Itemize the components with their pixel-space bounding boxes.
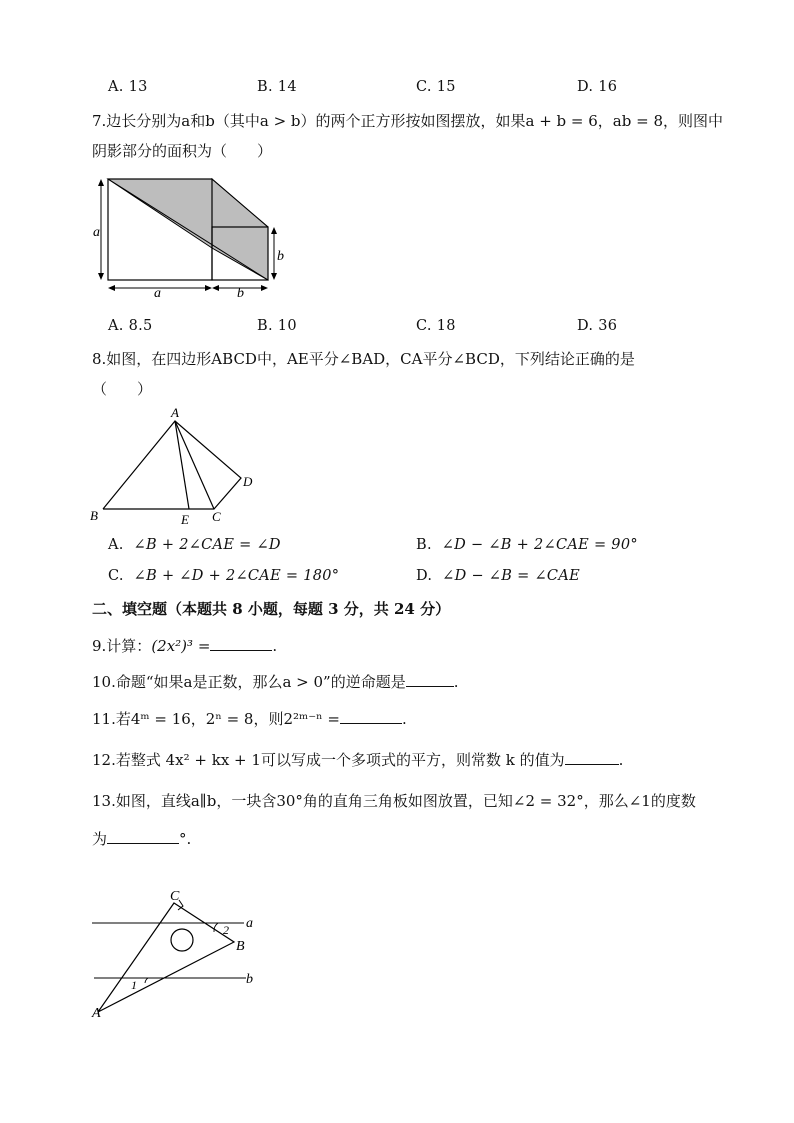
q7-option-b: B. 10	[257, 318, 297, 334]
q7-shaded-right	[212, 179, 268, 280]
q6-option-b: B. 14	[257, 79, 297, 95]
q13-label-c: C	[170, 889, 180, 904]
q9-answer-blank[interactable]	[210, 636, 272, 651]
q8-option-b: B. ∠D − ∠B + 2∠CAE = 90°	[416, 537, 638, 553]
q8-label-a: A	[171, 405, 179, 420]
q7-arrowhead	[205, 285, 212, 291]
q13-triangle	[98, 903, 234, 1012]
q7-stem-line2: 阴影部分的面积为（ ）	[92, 142, 273, 160]
q8-option-d: D. ∠D − ∠B = ∠CAE	[416, 568, 580, 584]
section-title-fill-in: 二、填空题（本题共 8 小题，每题 3 分，共 24 分）	[92, 600, 451, 618]
q8-label-d: D	[243, 474, 253, 489]
q7-arrowhead	[108, 285, 115, 291]
q8-quadrilateral	[103, 421, 241, 509]
q7-arrowhead	[98, 273, 104, 280]
q13-label-b-vertex: B	[236, 939, 245, 954]
q7-label-a-side: a	[93, 225, 100, 240]
q13-label-angle-1: 1	[131, 978, 137, 992]
q8-label-e: E	[181, 512, 189, 526]
q7-label-a-bottom: a	[154, 286, 161, 300]
q12-stem: 12.若整式 4x² + kx + 1可以写成一个多项式的平方，则常数 k 的值为 .	[92, 751, 624, 769]
q10-stem: 10.命题“如果a是正数，那么a > 0”的逆命题是 .	[92, 673, 459, 691]
q7-option-d: D. 36	[577, 318, 618, 334]
q7-option-c: C. 18	[416, 318, 456, 334]
q8-stem-line2: （ ）	[92, 380, 153, 398]
q13-label-b-line: b	[246, 972, 253, 987]
q8-segment-ac	[175, 421, 214, 509]
q13-label-a: a	[246, 916, 253, 931]
q7-label-b-side: b	[277, 249, 284, 264]
q8-quadrilateral-figure	[86, 402, 266, 526]
q7-label-b-bottom: b	[237, 286, 244, 300]
q13-stem-line2: 为 °.	[92, 830, 192, 848]
q12-answer-blank[interactable]	[565, 750, 619, 765]
q9-stem: 9.计算：(2x²)³ = .	[92, 637, 278, 655]
q13-answer-blank[interactable]	[107, 829, 179, 844]
q13-label-a-vertex: A	[92, 1006, 101, 1021]
q7-arrowhead	[271, 227, 277, 234]
q13-triangle-hole	[171, 929, 193, 951]
q10-answer-blank[interactable]	[406, 672, 454, 687]
q8-label-c: C	[212, 509, 221, 524]
q8-stem-line1: 8.如图，在四边形ABCD中，AE平分∠BAD，CA平分∠BCD，下列结论正确的是	[92, 350, 635, 368]
q8-option-c: C. ∠B + ∠D + 2∠CAE = 180°	[108, 568, 340, 584]
q7-arrowhead	[261, 285, 268, 291]
q13-label-angle-2: 2	[223, 923, 229, 937]
q7-arrowhead	[212, 285, 219, 291]
q7-stem-line1: 7.边长分别为a和b（其中a > b）的两个正方形按如图摆放，如果a + b = 6，ab = 8，则图中	[92, 112, 723, 130]
q13-angle-1-arc	[145, 978, 148, 983]
q13-stem-line1: 13.如图，直线a∥b，一块含30°角的直角三角板如图放置，已知∠2 = 32°，那么∠1的度数	[92, 792, 696, 810]
q6-option-a: A. 13	[108, 79, 148, 95]
q7-squares-figure	[88, 172, 288, 300]
q7-arrowhead	[98, 179, 104, 186]
q11-answer-blank[interactable]	[340, 709, 402, 724]
q8-segment-ae	[175, 421, 189, 509]
q8-label-b: B	[90, 508, 98, 523]
q6-option-d: D. 16	[577, 79, 618, 95]
q7-arrowhead	[271, 273, 277, 280]
q13-triangle-figure	[86, 884, 266, 1024]
q6-option-c: C. 15	[416, 79, 456, 95]
q7-option-a: A. 8.5	[108, 318, 153, 334]
q8-option-a: A. ∠B + 2∠CAE = ∠D	[108, 537, 281, 553]
q11-stem: 11.若4ᵐ = 16，2ⁿ = 8，则2²ᵐ⁻ⁿ = .	[92, 710, 407, 728]
